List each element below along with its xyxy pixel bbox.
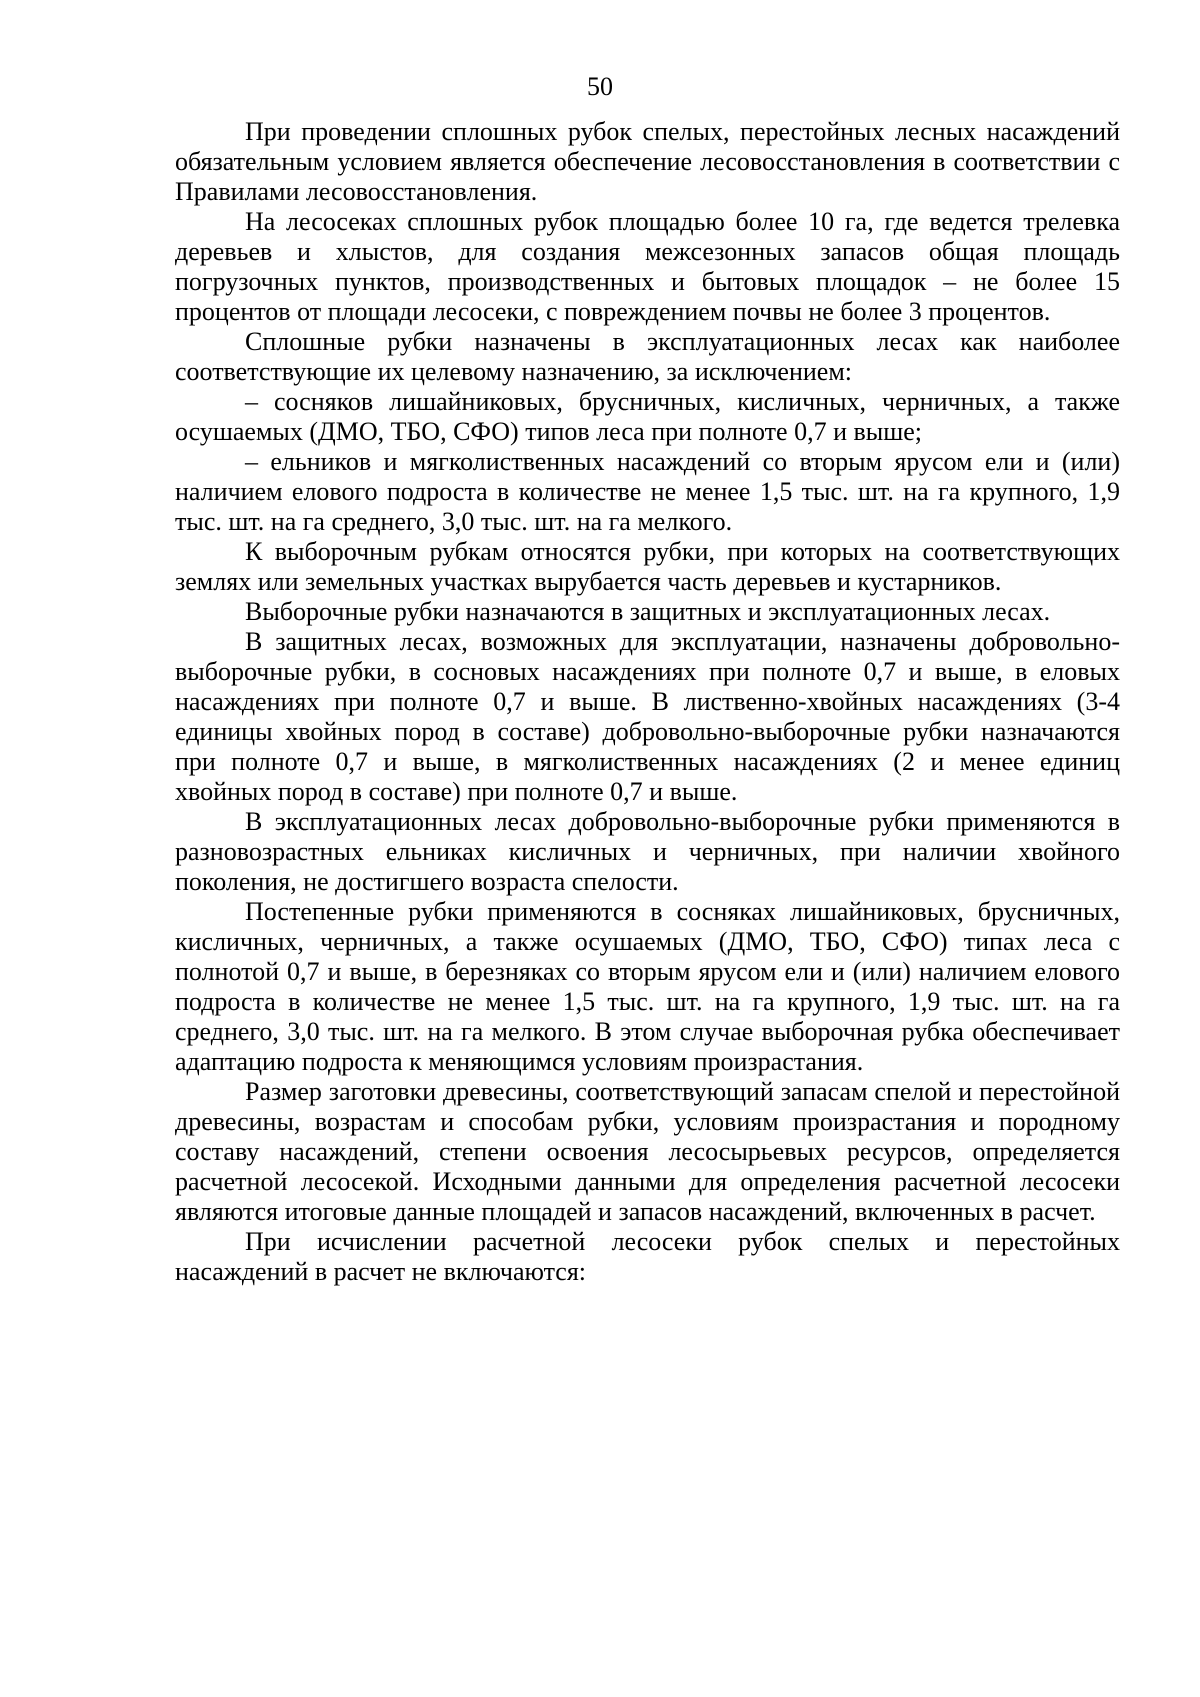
paragraph-protective-forests: В защитных лесах, возможных для эксплуатации, назначены добровольно-выборочные рубки, в сосновых насаждениях при полноте 0,7 и выше, в еловых насаждениях при полноте 0,7 и выше. В лиственно-хвойных насаждениях (3-4 единицы хвойных пород в составе) добровольно-выборочные рубки назначаются при полноте 0,7 и выше, в мягколиственных насаждениях (2 и менее единиц хвойных пород в составе) при полноте 0,7 и выше. xyxy=(175,627,1120,806)
document-body xyxy=(175,117,1120,1287)
paragraph-selective-cutting-forests: Выборочные рубки назначаются в защитных и эксплуатационных лесах. xyxy=(245,597,1051,626)
paragraph-harvest-volume: Размер заготовки древесины, соответствующий запасам спелой и перестойной древесины, возрастам и способам рубки, условиям произрастания и породному составу насаждений, степени освоения лесосырьевых ресурсов, определяется расчетной лесосекой. Исходными данными для определения расчетной лесосеки являются итоговые данные площадей и запасов насаждений, включенных в расчет. xyxy=(175,1077,1120,1226)
paragraph-loading-sites-limit: На лесосеках сплошных рубок площадью более 10 га, где ведется трелевка деревьев и хлыстов, для создания межсезонных запасов общая площадь погрузочных пунктов, производственных и бытовых площадок – не более 15 процентов от площади лесосеки, с повреждением почвы не более 3 процентов. xyxy=(175,207,1120,326)
list-item-spruce-softwood-stands: – ельников и мягколиственных насаждений со вторым ярусом ели и (или) наличием елового подроста в количестве не менее 1,5 тыс. шт. на га крупного, 1,9 тыс. шт. на га среднего, 3,0 тыс. шт. на га мелкого. xyxy=(175,447,1120,536)
paragraph-clearcut-reforestation: При проведении сплошных рубок спелых, перестойных лесных насаждений обязательным условием является обеспечение лесовосстановления в соответствии с Правилами лесовосстановления. xyxy=(175,117,1120,206)
paragraph-selective-cutting-definition: К выборочным рубкам относятся рубки, при которых на соответствующих землях или земельных участках вырубается часть деревьев и кустарников. xyxy=(175,537,1120,596)
paragraph-calculation-exclusions: При исчислении расчетной лесосеки рубок спелых и перестойных насаждений в расчет не включаются: xyxy=(175,1227,1120,1286)
list-item-pine-stands: – сосняков лишайниковых, брусничных, кисличных, черничных, а также осушаемых (ДМО, ТБО, СФО) типов леса при полноте 0,7 и выше; xyxy=(175,387,1120,446)
paragraph-exploitation-forests: В эксплуатационных лесах добровольно-выборочные рубки применяются в разновозрастных ельниках кисличных и черничных, при наличии хвойного поколения, не достигшего возраста спелости. xyxy=(175,807,1120,896)
paragraph-clearcut-exceptions: Сплошные рубки назначены в эксплуатационных лесах как наиболее соответствующие их целевому назначению, за исключением: xyxy=(175,327,1120,386)
paragraph-gradual-cutting: Постепенные рубки применяются в сосняках лишайниковых, брусничных, кисличных, черничных, а также осушаемых (ДМО, ТБО, СФО) типах леса с полнотой 0,7 и выше, в березняках со вторым ярусом ели и (или) наличием елового подроста в количестве не менее 1,5 тыс. шт. на га крупного, 1,9 тыс. шт. на га среднего, 3,0 тыс. шт. на га мелкого. В этом случае выборочная рубка обеспечивает адаптацию подроста к меняющимся условиям произрастания. xyxy=(175,897,1120,1076)
page-number: 50 xyxy=(587,72,613,101)
